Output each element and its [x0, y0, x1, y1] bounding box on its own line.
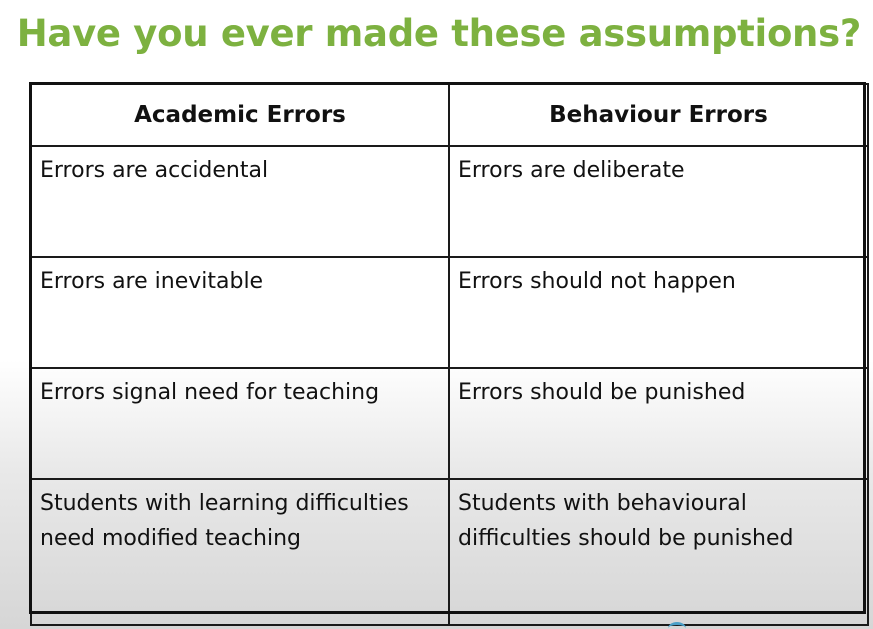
table-cell-academic: Students with learning difficulties need modified teaching — [31, 479, 449, 625]
table-header-row — [31, 84, 868, 146]
header-academic-errors: Academic Errors — [31, 84, 449, 146]
table-cell-behaviour: Errors are deliberate — [449, 146, 868, 257]
table-row — [31, 479, 868, 625]
table-cell-academic: Errors are inevitable — [31, 257, 449, 368]
table-row — [31, 368, 868, 479]
header-behaviour-errors: Behaviour Errors — [449, 84, 868, 146]
table-cell-behaviour: Errors should be punished — [449, 368, 868, 479]
table-row — [31, 257, 868, 368]
partial-logo-icon — [668, 622, 686, 629]
table-row — [31, 146, 868, 257]
table-cell-academic: Errors are accidental — [31, 146, 449, 257]
table-cell-academic: Errors signal need for teaching — [31, 368, 449, 479]
slide-title: Have you ever made these assumptions? — [16, 12, 861, 55]
assumptions-table — [30, 83, 869, 626]
table-cell-behaviour: Students with behavioural difficulties should be punished — [449, 479, 868, 625]
table-cell-behaviour: Errors should not happen — [449, 257, 868, 368]
